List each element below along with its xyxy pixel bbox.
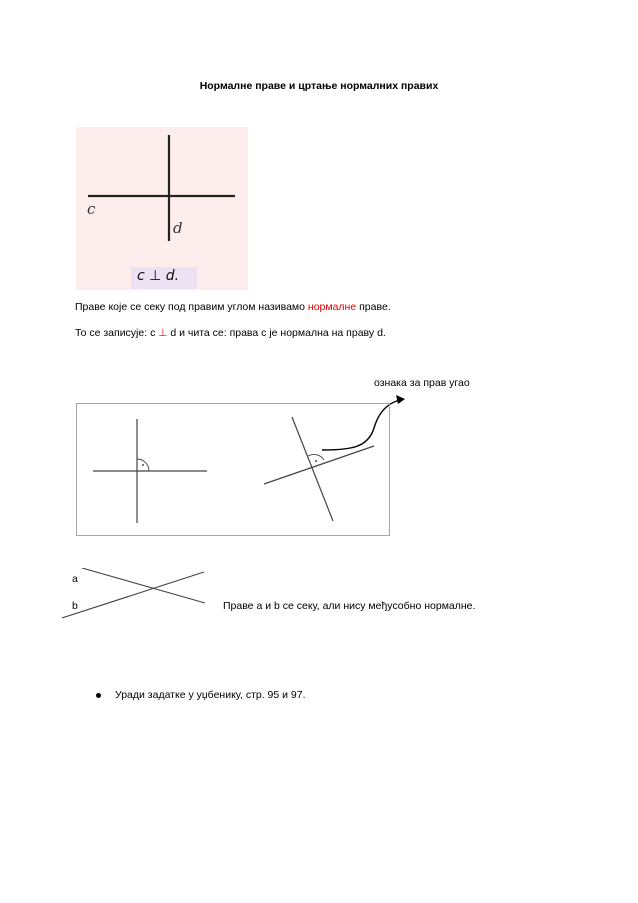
example-rotated-perpendicular [264,417,374,521]
notation-caption: c ⊥ d. [137,268,180,284]
arrow-head [396,395,405,404]
notation-text-end: d и чита се: права c је нормална на праву d. [167,327,386,339]
non-perpendicular-description: Праве a и b се секу, али нису међусобно нормалне. [223,600,476,612]
right-angle-examples-drawing [77,404,391,537]
right-angle-examples-figure [76,403,390,536]
definition-text-end: праве. [356,301,391,313]
label-b: b [72,600,78,612]
definition-text-start: Праве које се секу под правим углом називамо [75,301,308,313]
label-a: a [72,573,78,585]
page-title: Нормалне праве и цртање нормалних правих [199,80,439,92]
definition-highlight: нормалне [307,301,357,313]
label-c: c [87,200,96,218]
label-d: d [173,219,183,237]
right-angle-mark-2 [308,454,324,460]
example-straight-perpendicular [93,419,207,523]
perpendicular-symbol: ⊥ [158,327,168,339]
line-a [82,568,205,603]
line-b [62,572,204,618]
notation-text-start: То се записује: c [75,327,159,339]
right-angle-annotation: ознака за прав угао [374,377,470,389]
bullet-icon [96,693,101,698]
non-perpendicular-lines-drawing [62,568,208,622]
task-text: Уради задатке у уџбенику, стр. 95 и 97. [115,689,306,701]
